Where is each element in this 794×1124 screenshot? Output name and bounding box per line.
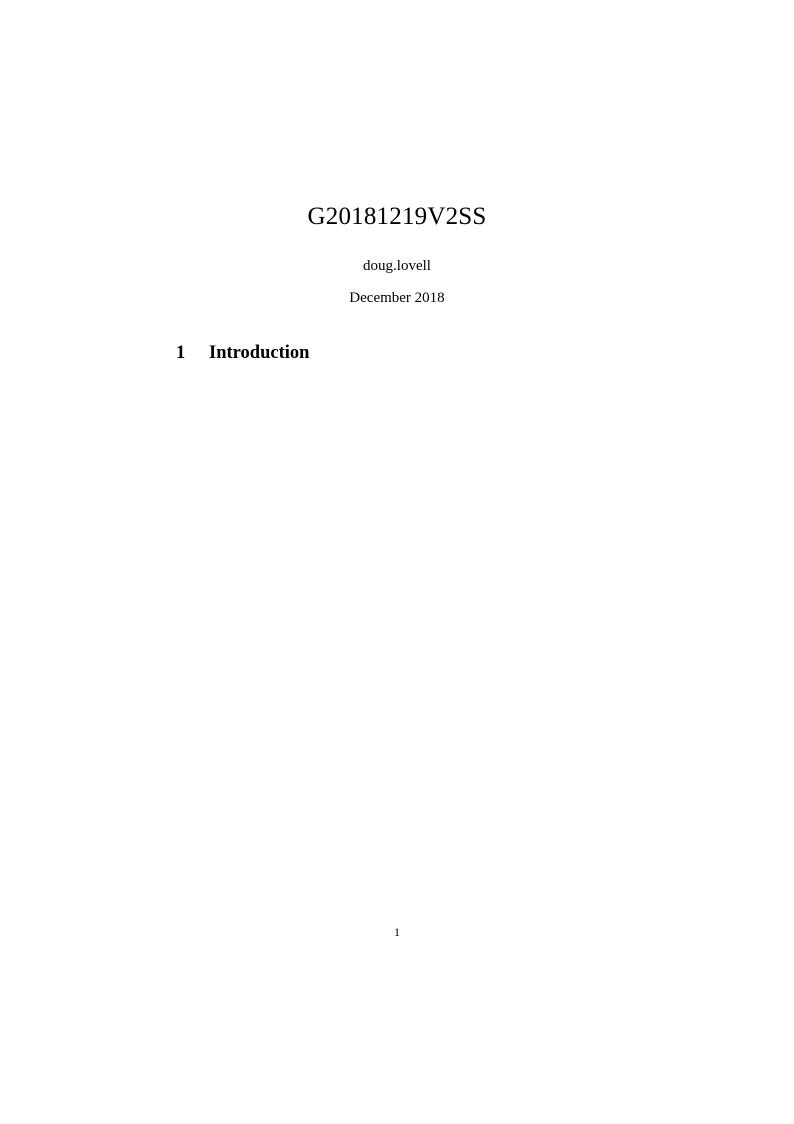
title-block	[0, 202, 794, 307]
document-author: doug.lovell	[363, 258, 431, 274]
section-number: 1	[176, 343, 186, 363]
page-number: 1	[394, 925, 400, 939]
document-title: G20181219V2SS	[307, 203, 487, 230]
section-title: Introduction	[209, 343, 310, 363]
section-heading-introduction	[176, 343, 309, 364]
document-date: December 2018	[349, 290, 445, 306]
